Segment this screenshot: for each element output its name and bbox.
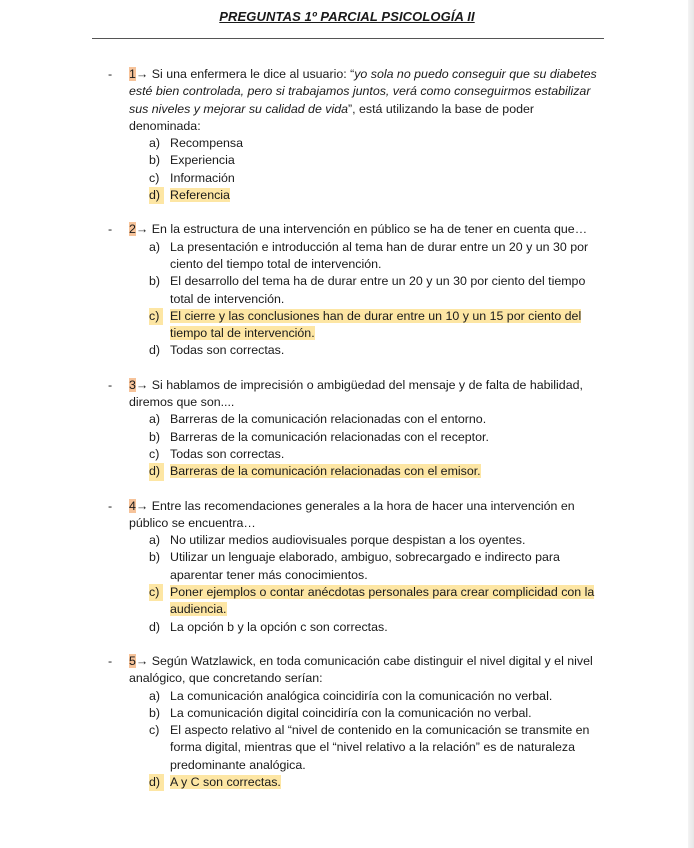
option-letter: a) bbox=[149, 412, 161, 427]
document-body bbox=[0, 66, 694, 808]
option-c-correct bbox=[149, 584, 606, 619]
question-text-part: Según Watzlawick, en toda comunicación cabe distinguir el nivel digital y el nivel analógico, que concretando serían: bbox=[129, 653, 593, 686]
option-text: La opción b y la opción c son correctas. bbox=[170, 619, 388, 634]
arrow-icon: → bbox=[135, 498, 149, 513]
bullet-dash: - bbox=[108, 222, 113, 237]
option-text: Barreras de la comunicación relacionadas con el entorno. bbox=[170, 412, 487, 427]
option-letter: a) bbox=[149, 533, 161, 548]
option-text: La presentación e introducción al tema han de durar entre un 20 y un 30 por ciento del tiempo total de intervención. bbox=[170, 239, 589, 271]
option-text-highlighted: Poner ejemplos o contar anécdotas personales para crear complicidad con la audiencia. bbox=[170, 585, 595, 617]
options-list bbox=[0, 532, 694, 636]
options-list bbox=[0, 688, 694, 792]
option-a bbox=[149, 532, 606, 549]
option-letter: d) bbox=[149, 343, 161, 358]
option-text: Experiencia bbox=[170, 153, 235, 168]
question-5 bbox=[0, 653, 694, 791]
question-number: 2 bbox=[129, 222, 136, 237]
options-list bbox=[0, 135, 694, 204]
question-4 bbox=[0, 498, 694, 636]
arrow-icon: → bbox=[135, 67, 149, 81]
question-2 bbox=[0, 221, 694, 359]
option-letter: d) bbox=[149, 619, 161, 634]
option-c bbox=[149, 170, 606, 187]
option-letter: a) bbox=[149, 136, 161, 151]
option-letter: c) bbox=[149, 723, 160, 738]
option-a bbox=[149, 239, 606, 274]
question-number: 3 bbox=[129, 377, 136, 392]
option-text-highlighted: A y C son correctas. bbox=[170, 774, 281, 789]
question-text-part: Si una enfermera le dice al usuario: “ bbox=[148, 67, 355, 81]
bullet-dash: - bbox=[108, 67, 113, 81]
option-a bbox=[149, 411, 606, 428]
option-b bbox=[149, 705, 606, 722]
option-text: La comunicación digital coincidiría con la comunicación no verbal. bbox=[170, 705, 532, 720]
question-text-part: ”, está utilizando la base de poder denominada: bbox=[129, 101, 534, 133]
arrow-icon: → bbox=[135, 653, 149, 668]
option-letter: a) bbox=[149, 239, 161, 254]
option-text: Información bbox=[170, 170, 235, 185]
option-letter: b) bbox=[149, 705, 161, 720]
option-c bbox=[149, 446, 606, 463]
question-1 bbox=[0, 66, 694, 204]
arrow-icon: → bbox=[135, 377, 149, 392]
options-list bbox=[0, 411, 694, 480]
option-c bbox=[149, 722, 606, 774]
bullet-dash: - bbox=[108, 377, 113, 392]
option-a bbox=[149, 135, 606, 152]
option-d-correct bbox=[149, 463, 606, 480]
option-text-highlighted: Barreras de la comunicación relacionadas con el emisor. bbox=[170, 464, 481, 479]
option-letter: d) bbox=[149, 774, 164, 791]
option-b bbox=[149, 549, 606, 584]
question-text bbox=[129, 66, 606, 135]
option-text: No utilizar medios audiovisuales porque despistan a los oyentes. bbox=[170, 533, 526, 548]
option-d bbox=[149, 619, 606, 636]
option-text: Todas son correctas. bbox=[170, 446, 285, 461]
option-letter: c) bbox=[149, 170, 160, 185]
option-text: Utilizar un lenguaje elaborado, ambiguo, sobrecargado e indirecto para aparentar tener más conocimientos. bbox=[170, 550, 560, 582]
option-text: Todas son correctas. bbox=[170, 343, 285, 358]
option-a bbox=[149, 688, 606, 705]
option-letter: b) bbox=[149, 550, 161, 565]
option-text: Recompensa bbox=[170, 136, 244, 151]
question-text-part: Entre las recomendaciones generales a la hora de hacer una intervención en público se encuentra… bbox=[129, 498, 575, 530]
option-letter: a) bbox=[149, 688, 161, 703]
option-text: El aspecto relativo al “nivel de contenido en la comunicación se transmite en forma digital, mientras que el “nivel relativo a la relación” es de naturaleza predominante analógica. bbox=[170, 723, 590, 772]
arrow-icon: → bbox=[135, 222, 149, 237]
option-b bbox=[149, 273, 606, 308]
question-quote: yo sola no puedo conseguir que su diabetes esté bien controlada, pero si trabajamos juntos, verá como conseguirmos estabilizar sus niveles y mejorar su calidad de vida bbox=[129, 67, 597, 116]
option-text: Barreras de la comunicación relacionadas con el receptor. bbox=[170, 429, 489, 444]
bullet-dash: - bbox=[108, 653, 113, 668]
question-text bbox=[129, 221, 606, 238]
option-c-correct bbox=[149, 308, 606, 343]
question-number: 1 bbox=[129, 67, 136, 81]
option-letter: d) bbox=[149, 187, 164, 204]
option-d bbox=[149, 342, 606, 359]
question-text-part: Si hablamos de imprecisión o ambigüedad del mensaje y de falta de habilidad, diremos que son.... bbox=[129, 377, 583, 410]
option-text: La comunicación analógica coincidiría con la comunicación no verbal. bbox=[170, 688, 553, 703]
option-text-highlighted: El cierre y las conclusiones han de durar entre un 10 y un 15 por ciento del tiempo tal de intervención. bbox=[170, 308, 582, 341]
option-text-highlighted: Referencia bbox=[170, 188, 230, 203]
question-text bbox=[129, 377, 606, 412]
option-d-correct bbox=[149, 774, 606, 791]
option-letter: b) bbox=[149, 429, 161, 444]
options-list bbox=[0, 239, 694, 360]
question-text bbox=[129, 498, 606, 533]
option-text: El desarrollo del tema ha de durar entre un 20 y un 30 por ciento del tiempo total de intervención. bbox=[170, 274, 586, 306]
option-letter: b) bbox=[149, 274, 161, 289]
option-letter: c) bbox=[149, 584, 163, 601]
question-3 bbox=[0, 377, 694, 481]
question-text bbox=[129, 653, 606, 688]
page-title: PREGUNTAS 1º PARCIAL PSICOLOGÍA II bbox=[219, 9, 475, 24]
title-divider bbox=[92, 38, 604, 39]
question-number: 4 bbox=[129, 498, 136, 513]
option-letter: d) bbox=[149, 463, 164, 480]
option-b bbox=[149, 429, 606, 446]
option-b bbox=[149, 152, 606, 169]
question-text-part: En la estructura de una intervención en público se ha de tener en cuenta que… bbox=[148, 222, 588, 237]
option-letter: c) bbox=[149, 446, 160, 461]
option-letter: b) bbox=[149, 153, 161, 168]
question-number: 5 bbox=[129, 653, 136, 668]
option-d-correct bbox=[149, 187, 606, 204]
bullet-dash: - bbox=[108, 498, 113, 513]
option-letter: c) bbox=[149, 308, 163, 325]
